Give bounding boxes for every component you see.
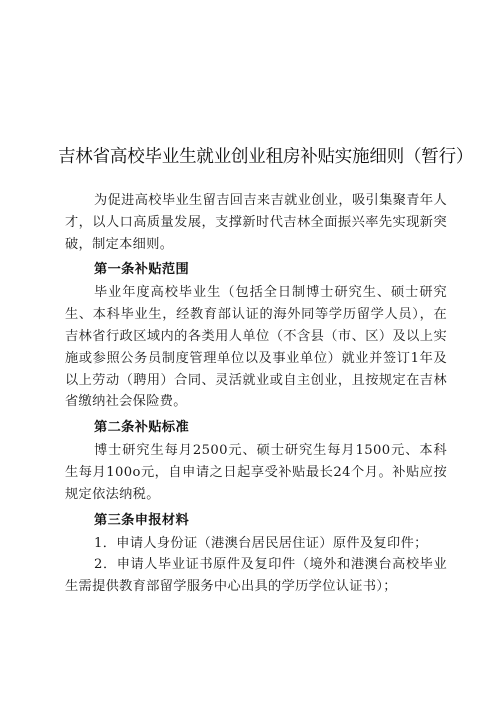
section-heading: 第一条补贴范围 [94, 262, 190, 278]
section-paragraph: 1．申请人身份证（港澳台居民居住证）原件及复印件； [94, 535, 428, 551]
section-heading: 第三条申报材料 [94, 512, 190, 528]
section-paragraph: 2．申请人毕业证书原件及复印件（境外和港澳台高校毕业生需提供教育部留学服务中心出具的学历学位认证书）； [65, 557, 447, 595]
document-title: 吉林省高校毕业生就业创业租房补贴实施细则（暂行） [58, 147, 474, 167]
intro-paragraph: 为促进高校毕业生留吉回吉来吉就业创业，吸引集聚青年人才，以人口高质量发展，支撑新时代吉林全面振兴率先实现新突破，制定本细则。 [65, 193, 447, 252]
section-paragraph: 博士研究生每月2500元、硕士研究生每月1500元、本科生每月100o元，自申请之日起享受补贴最长24个月。补贴应按规定依法纳税。 [65, 443, 447, 502]
document-body [65, 190, 447, 598]
section-heading: 第二条补贴标准 [94, 420, 190, 436]
section-paragraph: 毕业年度高校毕业生（包括全日制博士研究生、硕士研究生、本科毕业生，经教育部认证的海外同等学历留学人员），在吉林省行政区域内的各类用人单位（不含县（市、区）及以上实施或参照公务员制度管理单位以及事业单位）就业并签订1年及以上劳动（聘用）合同、灵活就业或自主创业，且按规定在吉林省缴纳社会保险费。 [65, 285, 447, 410]
